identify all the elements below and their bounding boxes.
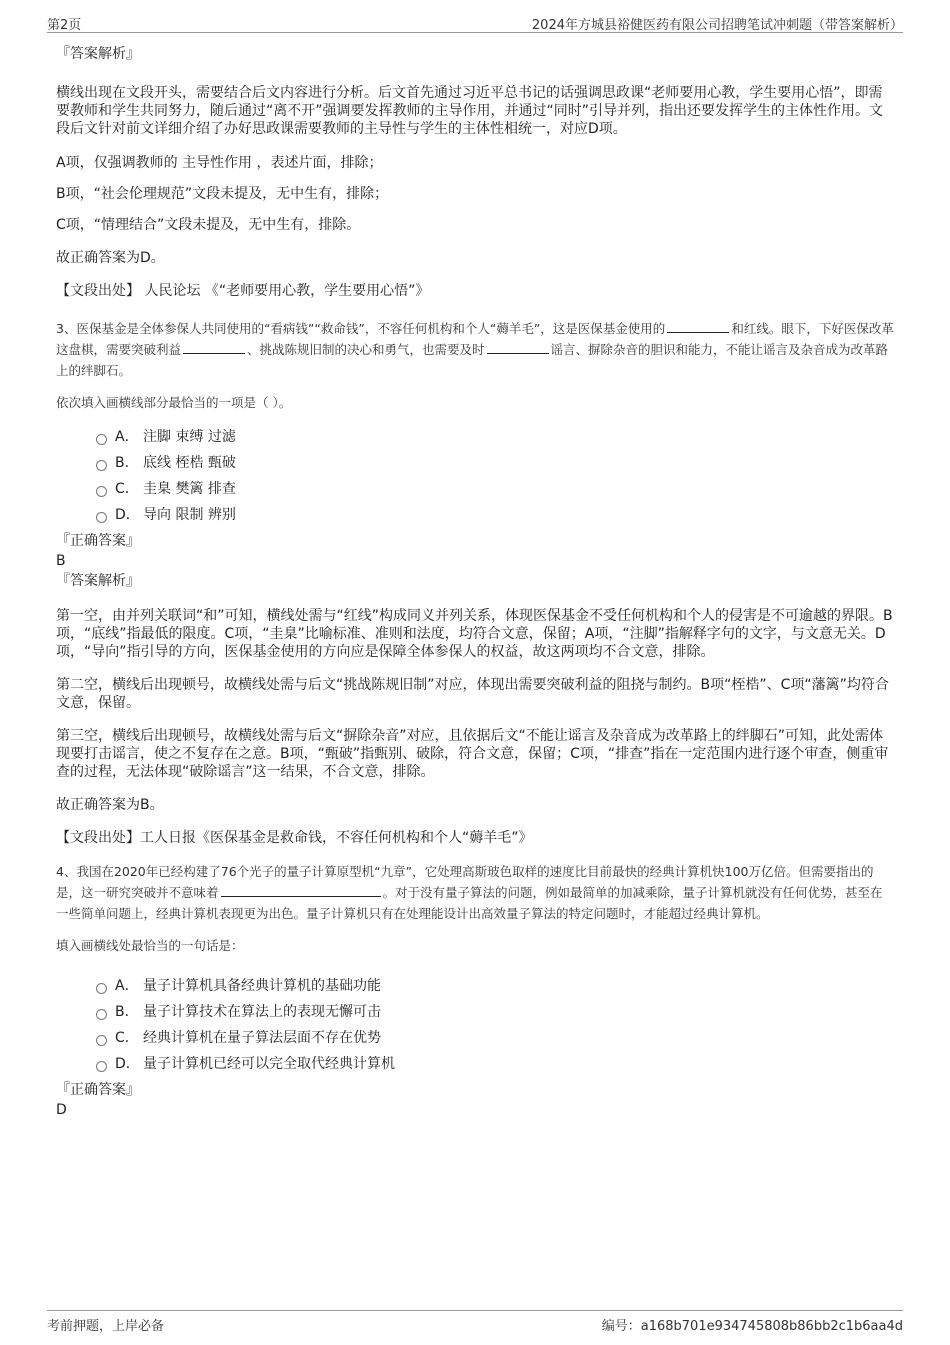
q2-option-a-analysis: A项，仅强调教师的 主导性作用 ，表述片面，排除； [56, 155, 383, 171]
document-title: 2024年方城县裕健医药有限公司招聘笔试冲刺题（带答案解析） [531, 18, 903, 33]
page-number: 第2页 [47, 18, 82, 33]
q3-analysis-blank-1: 第一空，由并列关联词“和”可知，横线处需与“红线”构成同义并列关系，体现医保基金不受任何机构和个人的侵害是不可逾越的界限。B项，“底线”指最低的限度。C项，“圭臬”比喻标准、准则和法度，均符合文意，保留；A项，“注脚”指解释字句的文字，与文意无关。D项，“导向”指引导的方向，医保基金使用的方向应是保障全体参保人的权益，故这两项均不合文意，排除。 [56, 608, 893, 660]
q4-answer: D [56, 1102, 67, 1118]
q4-option-d[interactable]: D． 量子计算机已经可以完全取代经典计算机 [96, 1050, 894, 1076]
q4-option-c[interactable]: C． 经典计算机在量子算法层面不存在优势 [96, 1024, 894, 1050]
q3-option-d[interactable]: D． 导向 限制 辨别 [96, 501, 894, 527]
q3-option-a[interactable]: A． 注脚 束缚 过滤 [96, 423, 894, 449]
radio-icon[interactable] [96, 1009, 107, 1020]
blank-1 [667, 320, 729, 333]
q4-question: 4、我国在2020年已经构建了76个光子的量子计算原型机“九章”，它处理高斯玻色取样的速度比目前最快的经典计算机快100万亿倍。但需要指出的是，这一研究突破并不意味着 。对于没有量子算法的问题，例如最简单的加减乘除，量子计算机就没有任何优势，甚至在一些简单问题上，经典计算机表现更为出色。量子计算机只有在处理能设计出高效量子算法的特定问题时，才能超过经典计算机。 [56, 864, 883, 921]
blank-3 [487, 341, 549, 354]
q3-options [56, 423, 894, 527]
page-header [47, 12, 903, 33]
q3-analysis-blank-2: 第二空，横线后出现顿号，故横线处需与后文“挑战陈规旧制”对应，体现出需要突破利益的阻挠与制约。B项“桎梏”、C项“藩篱”均符合文意，保留。 [56, 677, 889, 711]
q3-option-b[interactable]: B． 底线 桎梏 甄破 [96, 449, 894, 475]
q2-source: 【文段出处】 人民论坛 《“老师要用心教，学生要用心悟”》 [56, 283, 430, 299]
q4-answer-label: 『正确答案』 [56, 1082, 140, 1098]
q2-option-c-analysis: C项，“情理结合”文段未提及，无中生有，排除。 [56, 217, 361, 233]
q2-conclusion: 故正确答案为D。 [56, 250, 165, 266]
radio-icon[interactable] [96, 434, 107, 445]
page-content [56, 42, 894, 1120]
page-footer [47, 1310, 903, 1335]
q3-answer-label: 『正确答案』 [56, 533, 140, 549]
q3-answer: B [56, 553, 66, 569]
q3-question: 3、医保基金是全体参保人共同使用的“看病钱”“救命钱”，不容任何机构和个人“薅羊毛”，这是医保基金使用的 和红线。眼下，下好医保改革这盘棋，需要突破利益 、挑战陈规旧制的决心和勇气，也需要及时 谣言、摒除杂音的胆识和能力，不能让谣言及杂音成为改革路上的绊脚石。 [56, 321, 894, 378]
q3-conclusion: 故正确答案为B。 [56, 797, 164, 813]
footer-slogan: 考前押题，上岸必备 [47, 1319, 165, 1334]
radio-icon[interactable] [96, 512, 107, 523]
radio-icon[interactable] [96, 1061, 107, 1072]
blank-2 [183, 341, 245, 354]
blank [221, 884, 381, 897]
q3-prompt: 依次填入画横线部分最恰当的一项是（ ）。 [56, 395, 292, 410]
q4-option-b[interactable]: B． 量子计算技术在算法上的表现无懈可击 [96, 998, 894, 1024]
radio-icon[interactable] [96, 460, 107, 471]
q2-analysis-label: 『答案解析』 [56, 46, 140, 62]
q2-option-b-analysis: B项，“社会伦理规范”文段未提及，无中生有，排除； [56, 186, 389, 202]
q4-options [56, 972, 894, 1076]
radio-icon[interactable] [96, 983, 107, 994]
q4-option-a[interactable]: A． 量子计算机具备经典计算机的基础功能 [96, 972, 894, 998]
q3-analysis-blank-3: 第三空，横线后出现顿号，故横线处需与后文“摒除杂音”对应，且依据后文“不能让谣言及杂音成为改革路上的绊脚石”可知，此处需体现要打击谣言，使之不复存在之意。B项，“甄破”指甄别、破除，符合文意，保留；C项，“排查”指在一定范围内进行逐个审查，侧重审查的过程，无法体现“破除谣言”这一结果，不合文意，排除。 [56, 728, 889, 780]
q3-source: 【文段出处】工人日报《医保基金是救命钱，不容任何机构和个人“薅羊毛”》 [56, 830, 533, 846]
q2-analysis: 横线出现在文段开头，需要结合后文内容进行分析。后文首先通过习近平总书记的话强调思政课“老师要用心教，学生要用心悟”，即需要教师和学生共同努力，随后通过“离不开”强调要发挥教师的主导作用，并通过“同时”引导并列，指出还要发挥学生的主体性作用。文段后文针对前文详细介绍了办好思政课需要教师的主导性与学生的主体性相统一，对应D项。 [56, 85, 884, 137]
document-id: 编号：a168b701e934745808b86bb2c1b6aa4d [601, 1319, 903, 1334]
radio-icon[interactable] [96, 486, 107, 497]
q4-prompt: 填入画横线处最恰当的一句话是： [56, 938, 244, 953]
q3-analysis-label: 『答案解析』 [56, 573, 140, 589]
radio-icon[interactable] [96, 1035, 107, 1046]
q3-option-c[interactable]: C． 圭臬 樊篱 排查 [96, 475, 894, 501]
